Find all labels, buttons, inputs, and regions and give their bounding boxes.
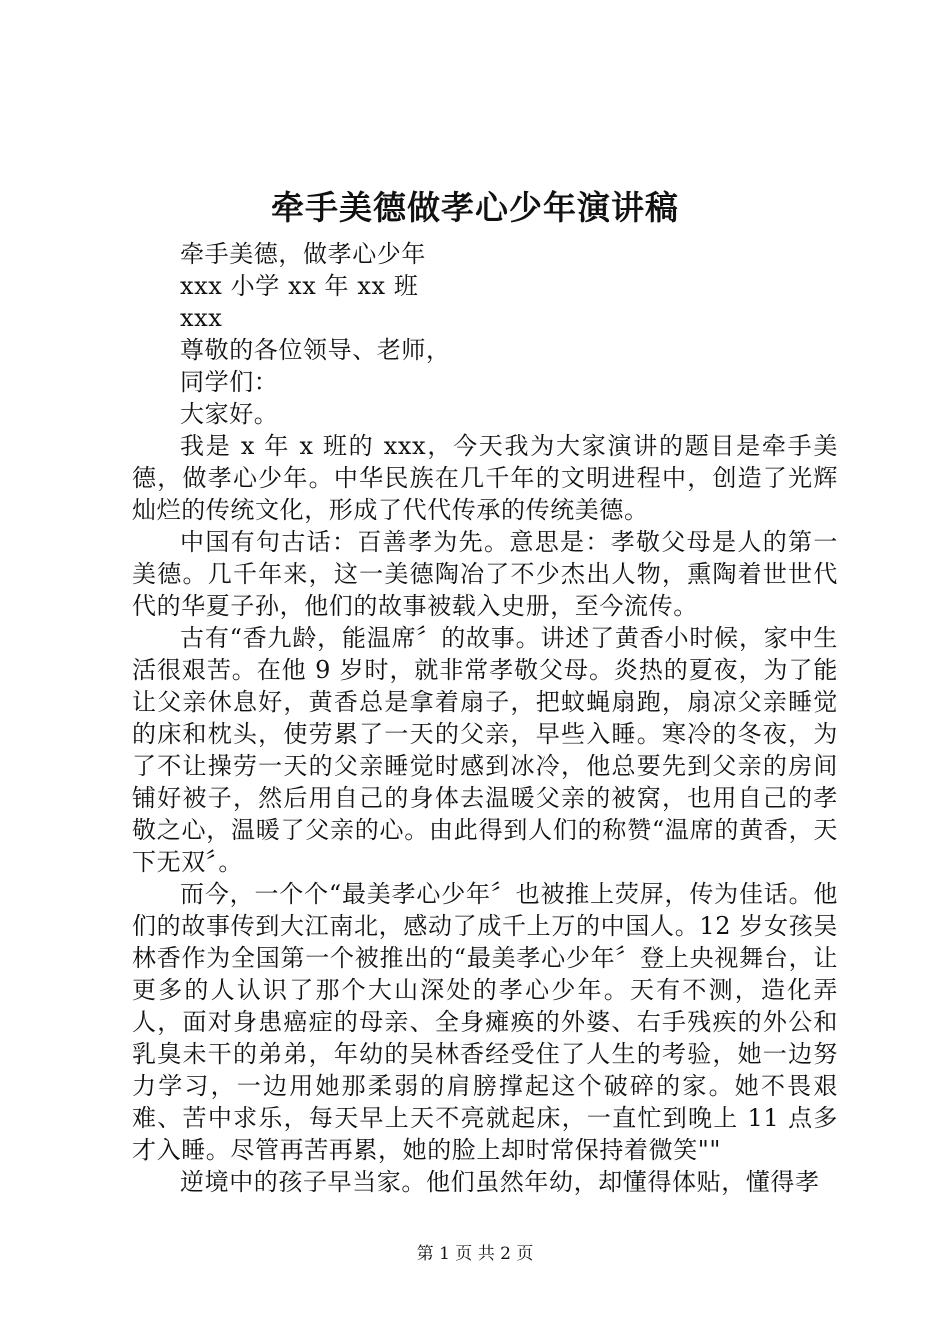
greeting: 大家好。 [180, 400, 279, 428]
paragraph-ancient-saying: 中国有句古话：百善孝为先。意思是：孝敬父母是人的第一美德。几千年来，这一美德陶冶了不少杰出人物，熏陶着世世代代的华夏子孙，他们的故事被载入史册，至今流传。 [132, 528, 838, 620]
speech-subtitle: 牵手美德，做孝心少年 [180, 240, 426, 268]
document-body [132, 238, 838, 1198]
speaker-name: xxx [180, 304, 223, 332]
salutation-leaders: 尊敬的各位领导、老师， [180, 336, 451, 364]
paragraph-huang-xiang-story: 古有“香九龄，能温席〞的故事。讲述了黄香小时候，家中生活很艰苦。在他 9 岁时，就非常孝敬父母。炎热的夏夜，为了能让父亲休息好，黄香总是拿着扇子，把蚊蝇扇跑，扇凉父亲睡觉的床和枕头，使劳累了一天的父亲，早些入睡。寒冷的冬夜，为了不让操劳一天的父亲睡觉时感到冰冷，他总要先到父亲的房间铺好被子，然后用自己的身体去温暖父亲的被窝，也用自己的孝敬之心，温暖了父亲的心。由此得到人们的称赞“温席的黄香，天下无双〞。 [132, 624, 838, 876]
page-footer: 第 1 页 共 2 页 [416, 1244, 534, 1264]
paragraph-introduction: 我是 x 年 x 班的 xxx，今天我为大家演讲的题目是牵手美德，做孝心少年。中华民族在几千年的文明进程中，创造了光辉灿烂的传统文化，形成了代代传承的传统美德。 [132, 432, 838, 524]
salutation-students: 同学们： [180, 368, 279, 396]
document-title: 牵手美德做孝心少年演讲稿 [271, 188, 679, 227]
paragraph-wu-linxiang-story: 而今，一个个“最美孝心少年〞也被推上荧屏，传为佳话。他们的故事传到大江南北，感动了成千上万的中国人。12 岁女孩吴林香作为全国第一个被推出的“最美孝心少年〞登上央视舞台，让更多的人认识了那个大山深处的孝心少年。天有不测，造化弄人，面对身患癌症的母亲、全身瘫痪的外婆、右手残疾的外公和乳臭未干的弟弟，年幼的吴林香经受住了人生的考验，她一边努力学习，一边用她那柔弱的肩膀撑起这个破碎的家。她不畏艰难、苦中求乐，每天早上天不亮就起床，一直忙到晚上 11 点多才入睡。尽管再苦再累，她的脸上却时常保持着微笑"" [132, 880, 838, 1164]
paragraph-adversity: 逆境中的孩子早当家。他们虽然年幼，却懂得体贴，懂得孝 [180, 1168, 820, 1196]
speaker-class: xxx 小学 xx 年 xx 班 [180, 272, 419, 300]
